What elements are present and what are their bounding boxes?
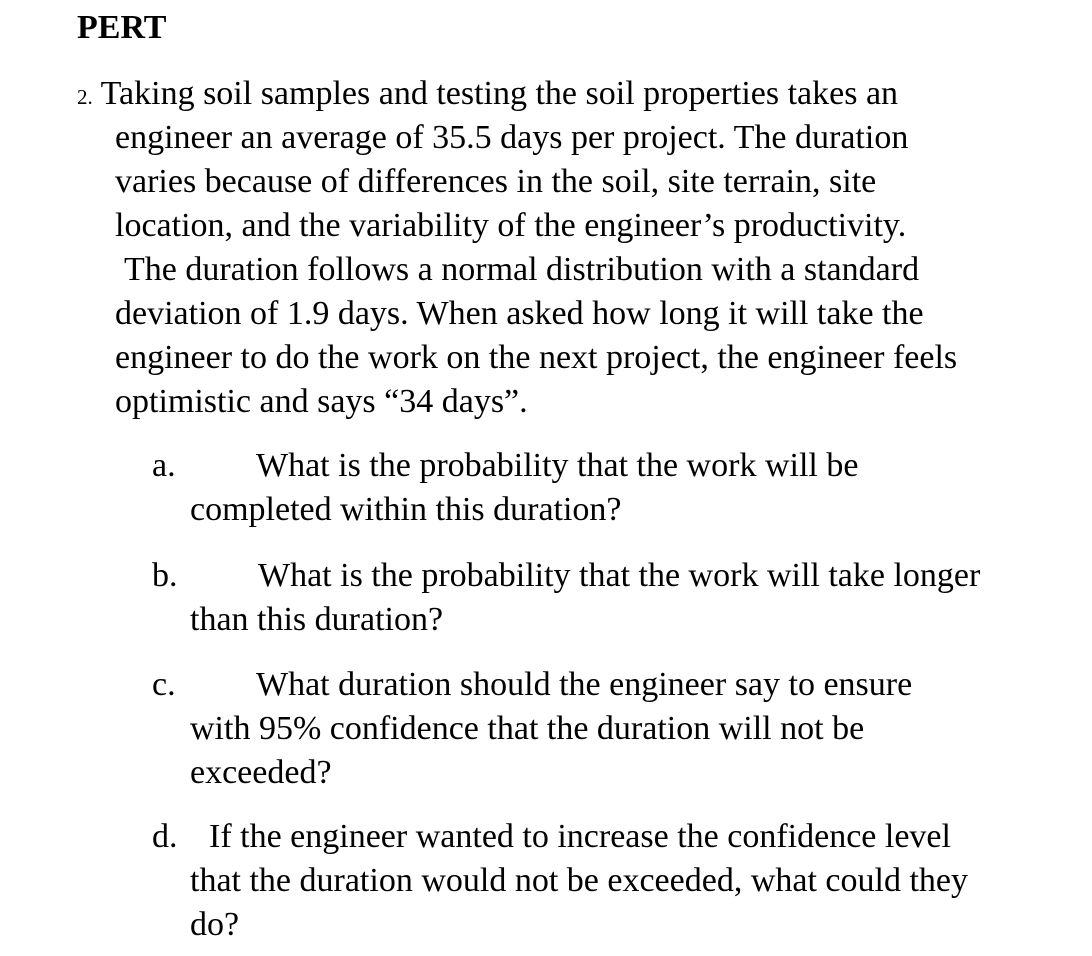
subquestion-text: What is the probability that the work will take longer bbox=[258, 557, 981, 594]
question-number: 2. bbox=[77, 85, 93, 109]
question-line: optimistic and says “34 days”. bbox=[115, 383, 528, 420]
question-line: deviation of 1.9 days. When asked how long it will take the bbox=[115, 295, 924, 332]
subquestion-text: than this duration? bbox=[190, 601, 444, 638]
question-line: varies because of differences in the soil, site terrain, site bbox=[115, 163, 877, 200]
question-line: engineer an average of 35.5 days per project. The duration bbox=[115, 119, 909, 156]
subquestion-text: If the engineer wanted to increase the confidence level bbox=[209, 818, 951, 855]
subquestion-label: a. bbox=[152, 447, 176, 484]
question-first-line bbox=[77, 74, 898, 117]
question-line: Taking soil samples and testing the soil properties takes an bbox=[100, 75, 899, 112]
subquestion-text: What duration should the engineer say to ensure bbox=[256, 666, 913, 703]
subquestion-text: exceeded? bbox=[190, 754, 332, 791]
subquestion-text: What is the probability that the work will be bbox=[256, 447, 859, 484]
subquestion-label: c. bbox=[152, 666, 176, 703]
section-heading: PERT bbox=[77, 9, 167, 46]
subquestion-text: that the duration would not be exceeded, what could they bbox=[190, 862, 968, 899]
subquestion-text: do? bbox=[190, 906, 240, 943]
subquestion-label: d. bbox=[152, 818, 178, 855]
question-line: location, and the variability of the engineer’s productivity. bbox=[115, 207, 907, 244]
subquestion-label: b. bbox=[152, 557, 178, 594]
subquestion-text: with 95% confidence that the duration will not be bbox=[190, 710, 865, 747]
question-line: The duration follows a normal distribution with a standard bbox=[124, 251, 920, 288]
subquestion-text: completed within this duration? bbox=[190, 491, 622, 528]
question-line: engineer to do the work on the next project, the engineer feels bbox=[115, 339, 958, 376]
